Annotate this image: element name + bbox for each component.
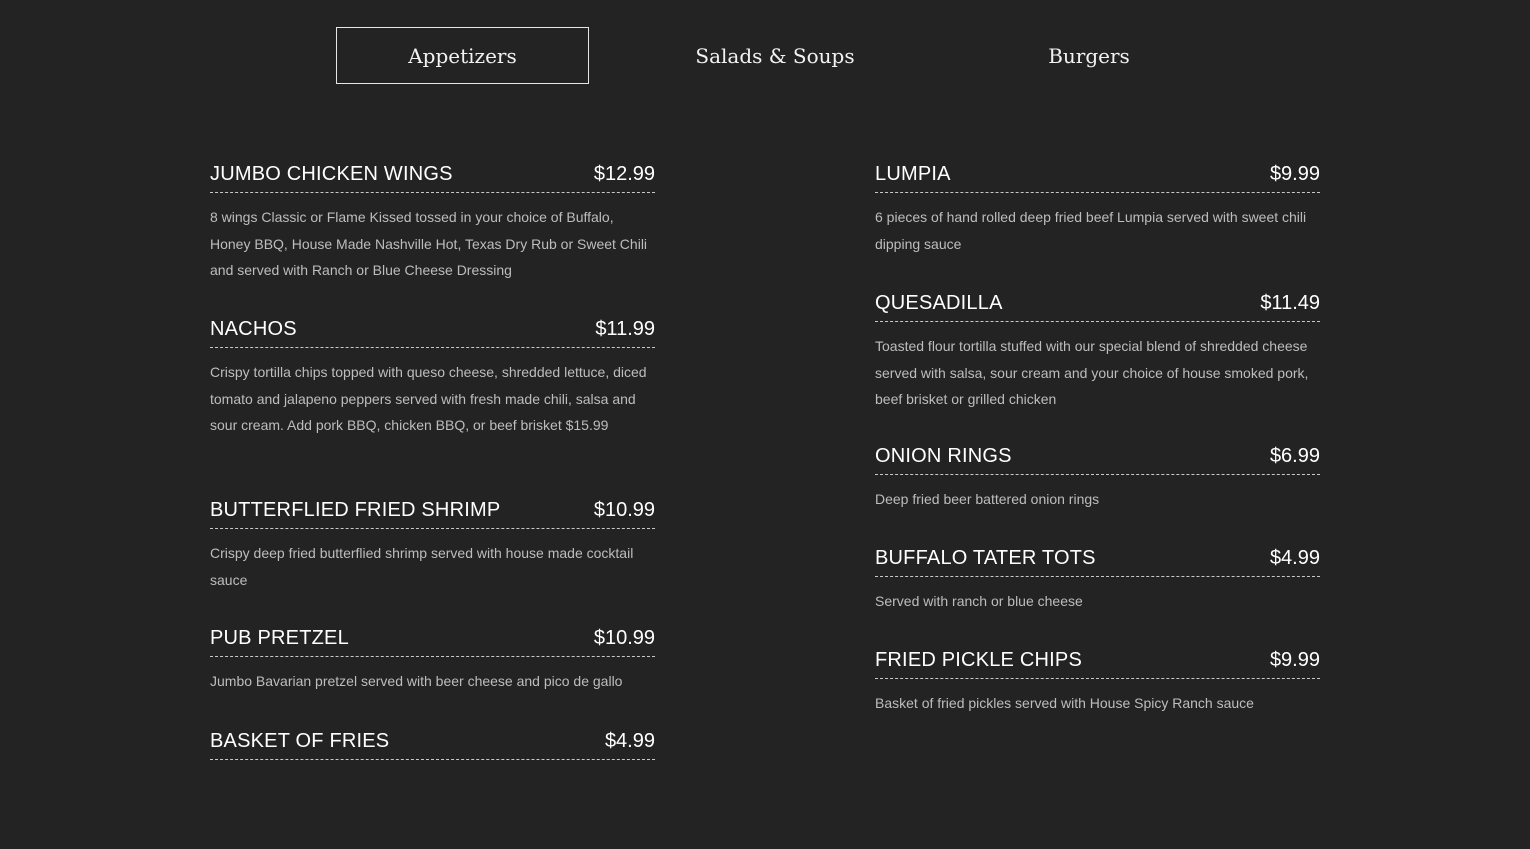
menu-column-right <box>875 155 1320 743</box>
menu-item <box>210 491 655 619</box>
menu-item-name: QUESADILLA <box>875 292 1003 314</box>
menu-item-price: $12.99 <box>593 163 655 185</box>
menu-item <box>875 155 1320 284</box>
menu-item-description: Basket of fried pickles served with House Spicy Ranch sauce <box>875 695 1254 711</box>
menu-item <box>875 641 1320 743</box>
menu-item-description: Crispy tortilla chips topped with queso cheese, shredded lettuce, diced tomato and jalapeno peppers served with fresh made chili, salsa and sour cream. Add pork BBQ, chicken BBQ, or beef brisket $15.99 <box>210 364 647 433</box>
tab-salads-soups[interactable]: Salads & Soups <box>695 43 855 68</box>
menu-item-name: BUTTERFLIED FRIED SHRIMP <box>210 499 501 521</box>
menu-item <box>210 619 655 722</box>
menu-item-description: 8 wings Classic or Flame Kissed tossed in your choice of Buffalo, Honey BBQ, House Made Nashville Hot, Texas Dry Rub or Sweet Chili and served with Ranch or Blue Cheese Dressing <box>210 209 648 278</box>
menu-item-price: $9.99 <box>1269 649 1320 671</box>
menu-item-price: $10.99 <box>593 499 655 521</box>
menu-item-name: NACHOS <box>210 318 297 340</box>
menu-item-price: $11.99 <box>595 318 655 340</box>
menu-item-header <box>875 284 1320 322</box>
tab-appetizers[interactable]: Appetizers <box>336 27 589 84</box>
menu-item <box>875 284 1320 437</box>
menu-item-name: JUMBO CHICKEN WINGS <box>210 163 453 185</box>
tab-burgers[interactable]: Burgers <box>1048 43 1130 68</box>
menu-item <box>875 539 1320 641</box>
menu-item-name: PUB PRETZEL <box>210 627 349 649</box>
menu-item-header <box>875 539 1320 577</box>
menu-item-header <box>210 310 655 348</box>
menu-item-name: ONION RINGS <box>875 445 1012 467</box>
menu-item-description: 6 pieces of hand rolled deep fried beef Lumpia served with sweet chili dipping sauce <box>875 209 1307 252</box>
menu-item-name: FRIED PICKLE CHIPS <box>875 649 1082 671</box>
menu-item-header <box>210 155 655 193</box>
menu-item-header <box>875 155 1320 193</box>
menu-item-price: $4.99 <box>1269 547 1320 569</box>
menu-item-header <box>875 641 1320 679</box>
menu-item-name: BASKET OF FRIES <box>210 730 390 752</box>
menu-item-price: $11.49 <box>1260 292 1320 314</box>
menu-item-header <box>210 619 655 657</box>
menu-item <box>210 722 655 760</box>
menu-category-tabs <box>0 0 1530 110</box>
menu-item-header <box>875 437 1320 475</box>
menu-item-price: $6.99 <box>1269 445 1320 467</box>
menu-item-header <box>210 722 655 760</box>
menu-item <box>210 310 655 491</box>
menu-item-description: Served with ranch or blue cheese <box>875 593 1083 609</box>
menu-item-description: Crispy deep fried butterflied shrimp served with house made cocktail sauce <box>210 545 634 588</box>
menu-item-price: $9.99 <box>1269 163 1320 185</box>
menu-item-price: $10.99 <box>593 627 655 649</box>
menu-item-description: Deep fried beer battered onion rings <box>875 491 1100 507</box>
menu-item-name: BUFFALO TATER TOTS <box>875 547 1096 569</box>
menu-item-description: Toasted flour tortilla stuffed with our special blend of shredded cheese served with salsa, sour cream and your choice of house smoked pork, beef brisket or grilled chicken <box>875 338 1309 407</box>
menu-item-name: LUMPIA <box>875 163 951 185</box>
menu-column-left <box>210 155 655 760</box>
menu-item-description: Jumbo Bavarian pretzel served with beer cheese and pico de gallo <box>210 673 623 689</box>
menu-item <box>875 437 1320 539</box>
menu-item <box>210 155 655 310</box>
menu-item-price: $4.99 <box>604 730 655 752</box>
menu-item-header <box>210 491 655 529</box>
